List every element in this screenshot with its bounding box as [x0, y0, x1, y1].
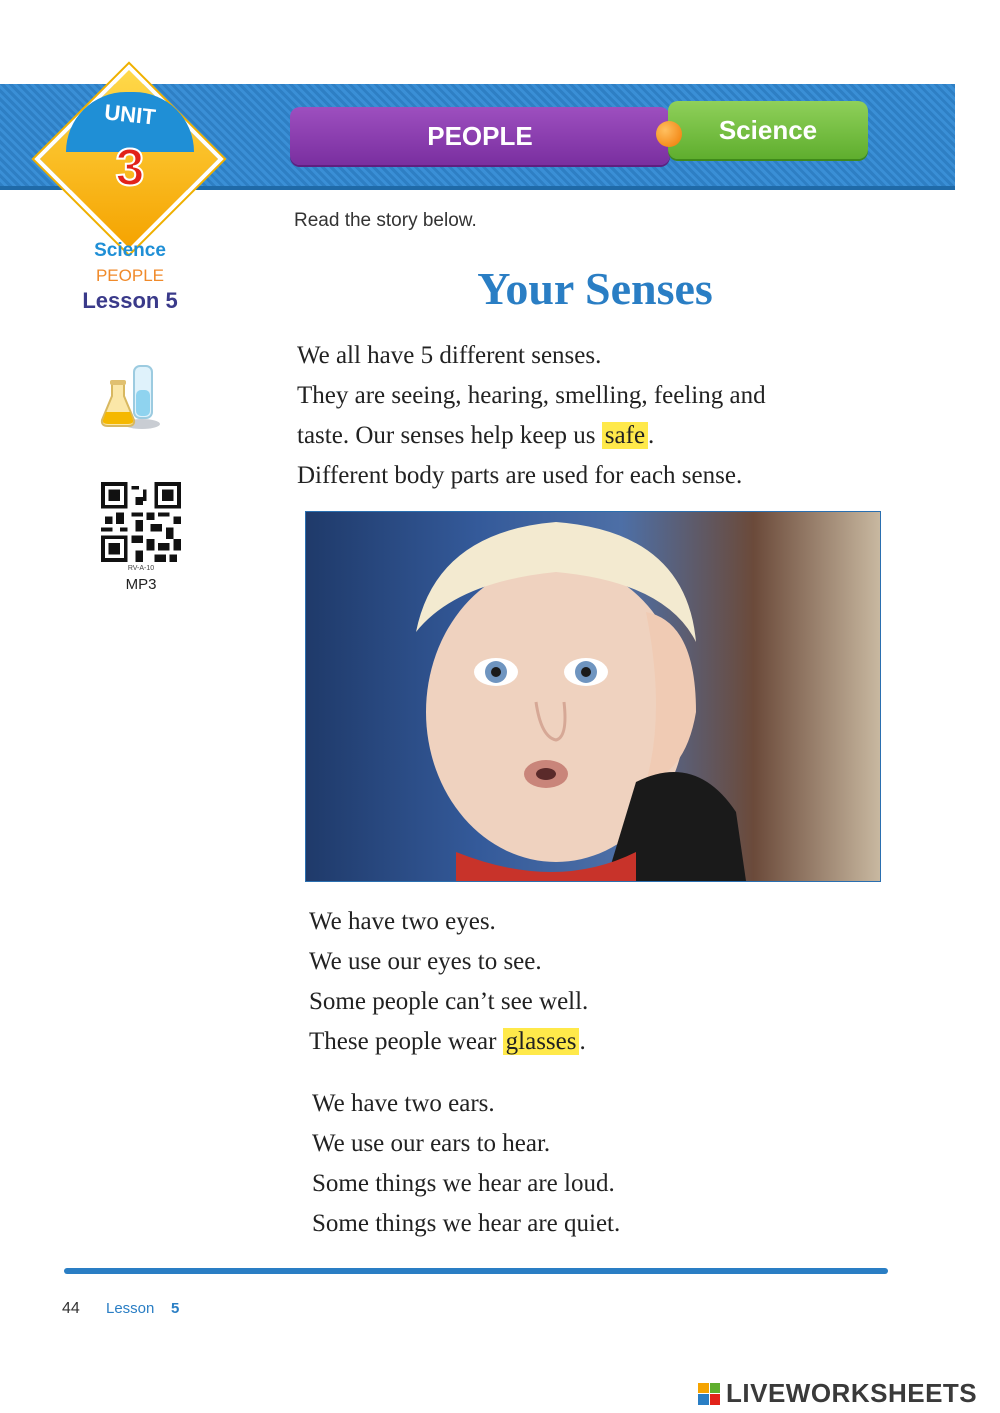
science-flask-icon [98, 362, 164, 432]
page-number: 44 [62, 1300, 80, 1317]
intro-paragraph [297, 336, 766, 496]
sidebar-theme: PEOPLE [95, 266, 165, 285]
story-line: They are seeing, hearing, smelling, feeling and [297, 382, 766, 409]
child-listening-photo [305, 511, 881, 882]
story-line: taste. Our senses help keep us safe . [297, 422, 655, 449]
story-line: Some things we hear are loud. [312, 1170, 615, 1197]
story-line: We use our ears to hear. [312, 1130, 551, 1157]
story-line: We have two ears. [312, 1090, 495, 1117]
unit-label: UNIT [103, 99, 157, 130]
story-title: Your Senses [477, 263, 713, 314]
qr-code-icon[interactable] [100, 482, 182, 562]
story-line: Some things we hear are quiet. [312, 1210, 621, 1237]
brand-name: LIVEWORKSHEETS [726, 1378, 978, 1408]
science-tab: Science [668, 101, 868, 159]
eyes-paragraph [309, 902, 588, 1062]
story-line: Some people can’t see well. [309, 988, 589, 1015]
story-line: We use our eyes to see. [309, 948, 542, 975]
footer-divider [64, 1268, 888, 1274]
unit-number: 3 [115, 139, 145, 197]
separator-dot [656, 121, 682, 147]
highlight-glasses: glasses [503, 1028, 580, 1055]
people-tab: PEOPLE [290, 107, 670, 165]
ears-paragraph [312, 1084, 620, 1244]
story-line: We all have 5 different senses. [297, 342, 602, 369]
story-line: Different body parts are used for each sense. [297, 462, 743, 489]
liveworksheets-logo-icon [698, 1383, 720, 1405]
highlight-safe: safe [602, 422, 648, 449]
footer-lesson-number: 5 [171, 1300, 180, 1317]
qr-caption: RV-A-10 [127, 565, 155, 572]
footer-lesson-label: Lesson [106, 1300, 155, 1317]
audio-label: MP3 [125, 576, 157, 593]
story-line: These people wear glasses . [309, 1028, 586, 1055]
liveworksheets-brand[interactable] [698, 1378, 977, 1409]
instruction-text: Read the story below. [294, 210, 477, 231]
sidebar-subject: Science [94, 240, 166, 261]
sidebar-lesson: Lesson 5 [82, 288, 178, 313]
story-line: We have two eyes. [309, 908, 496, 935]
